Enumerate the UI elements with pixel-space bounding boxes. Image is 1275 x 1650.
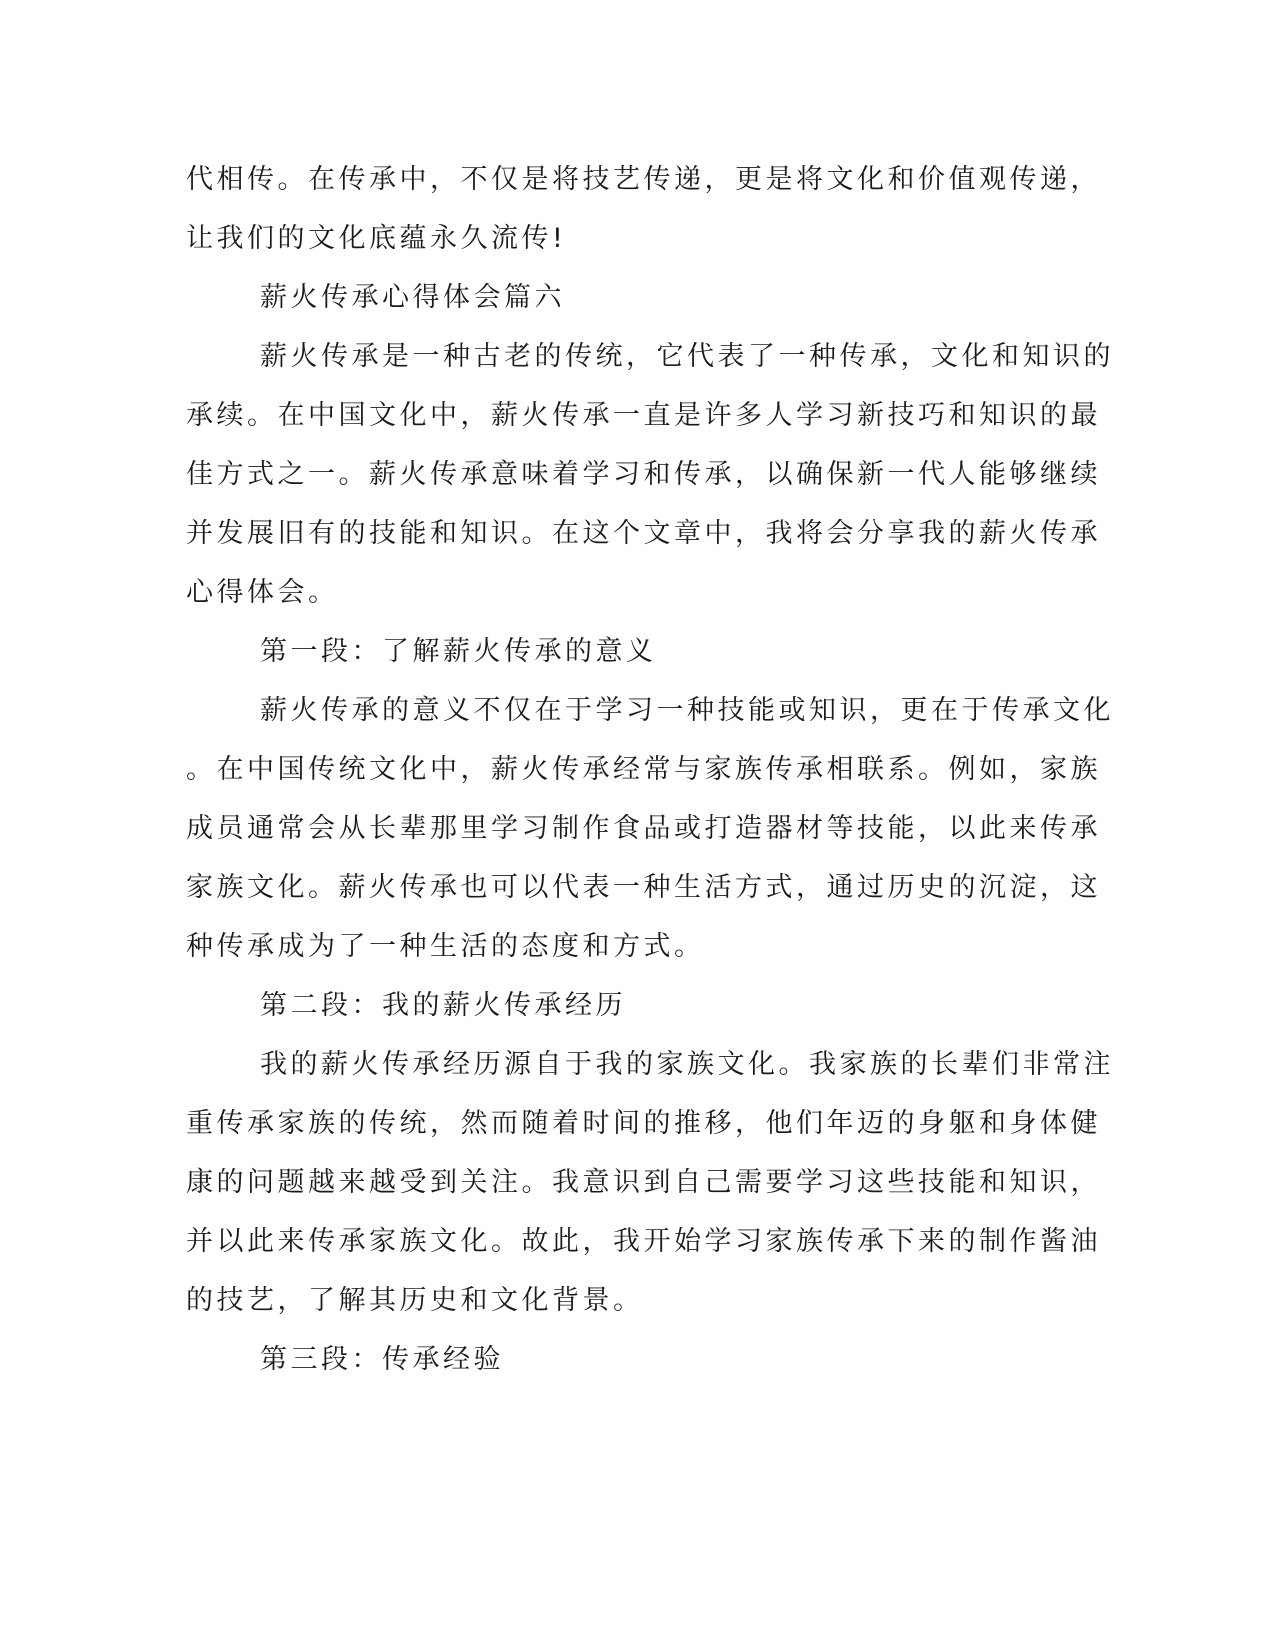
text-line: 我的薪火传承经历源自于我的家族文化。我家族的长辈们非常注 xyxy=(260,1049,1114,1080)
section-title: 薪火传承心得体会篇六 xyxy=(260,282,565,313)
section-heading: 第三段：传承经验 xyxy=(260,1344,504,1375)
text-line: 代相传。在传承中，不仅是将技艺传递，更是将文化和价值观传递， xyxy=(186,164,1101,195)
text-line: 种传承成为了一种生活的态度和方式。 xyxy=(186,931,705,962)
text-line: 重传承家族的传统，然而随着时间的推移，他们年迈的身躯和身体健 xyxy=(186,1108,1101,1139)
text-line: 心得体会。 xyxy=(186,577,339,608)
text-line: 并以此来传承家族文化。故此，我开始学习家族传承下来的制作酱油 xyxy=(186,1226,1101,1257)
section-heading: 第二段：我的薪火传承经历 xyxy=(260,990,626,1021)
text-line: 薪火传承的意义不仅在于学习一种技能或知识，更在于传承文化 xyxy=(260,695,1114,726)
text-line: 并发展旧有的技能和知识。在这个文章中，我将会分享我的薪火传承 xyxy=(186,518,1101,549)
text-line: 承续。在中国文化中，薪火传承一直是许多人学习新技巧和知识的最 xyxy=(186,400,1101,431)
text-line: 让我们的文化底蕴永久流传! xyxy=(186,223,567,254)
text-line: 康的问题越来越受到关注。我意识到自己需要学习这些技能和知识， xyxy=(186,1167,1101,1198)
text-line: 佳方式之一。薪火传承意味着学习和传承，以确保新一代人能够继续 xyxy=(186,459,1101,490)
text-line: 家族文化。薪火传承也可以代表一种生活方式，通过历史的沉淀，这 xyxy=(186,872,1101,903)
section-heading: 第一段：了解薪火传承的意义 xyxy=(260,636,657,667)
text-line: 薪火传承是一种古老的传统，它代表了一种传承，文化和知识的 xyxy=(260,341,1114,372)
text-line: 。在中国传统文化中，薪火传承经常与家族传承相联系。例如，家族 xyxy=(186,754,1101,785)
text-line: 成员通常会从长辈那里学习制作食品或打造器材等技能，以此来传承 xyxy=(186,813,1101,844)
text-line: 的技艺，了解其历史和文化背景。 xyxy=(186,1285,644,1316)
